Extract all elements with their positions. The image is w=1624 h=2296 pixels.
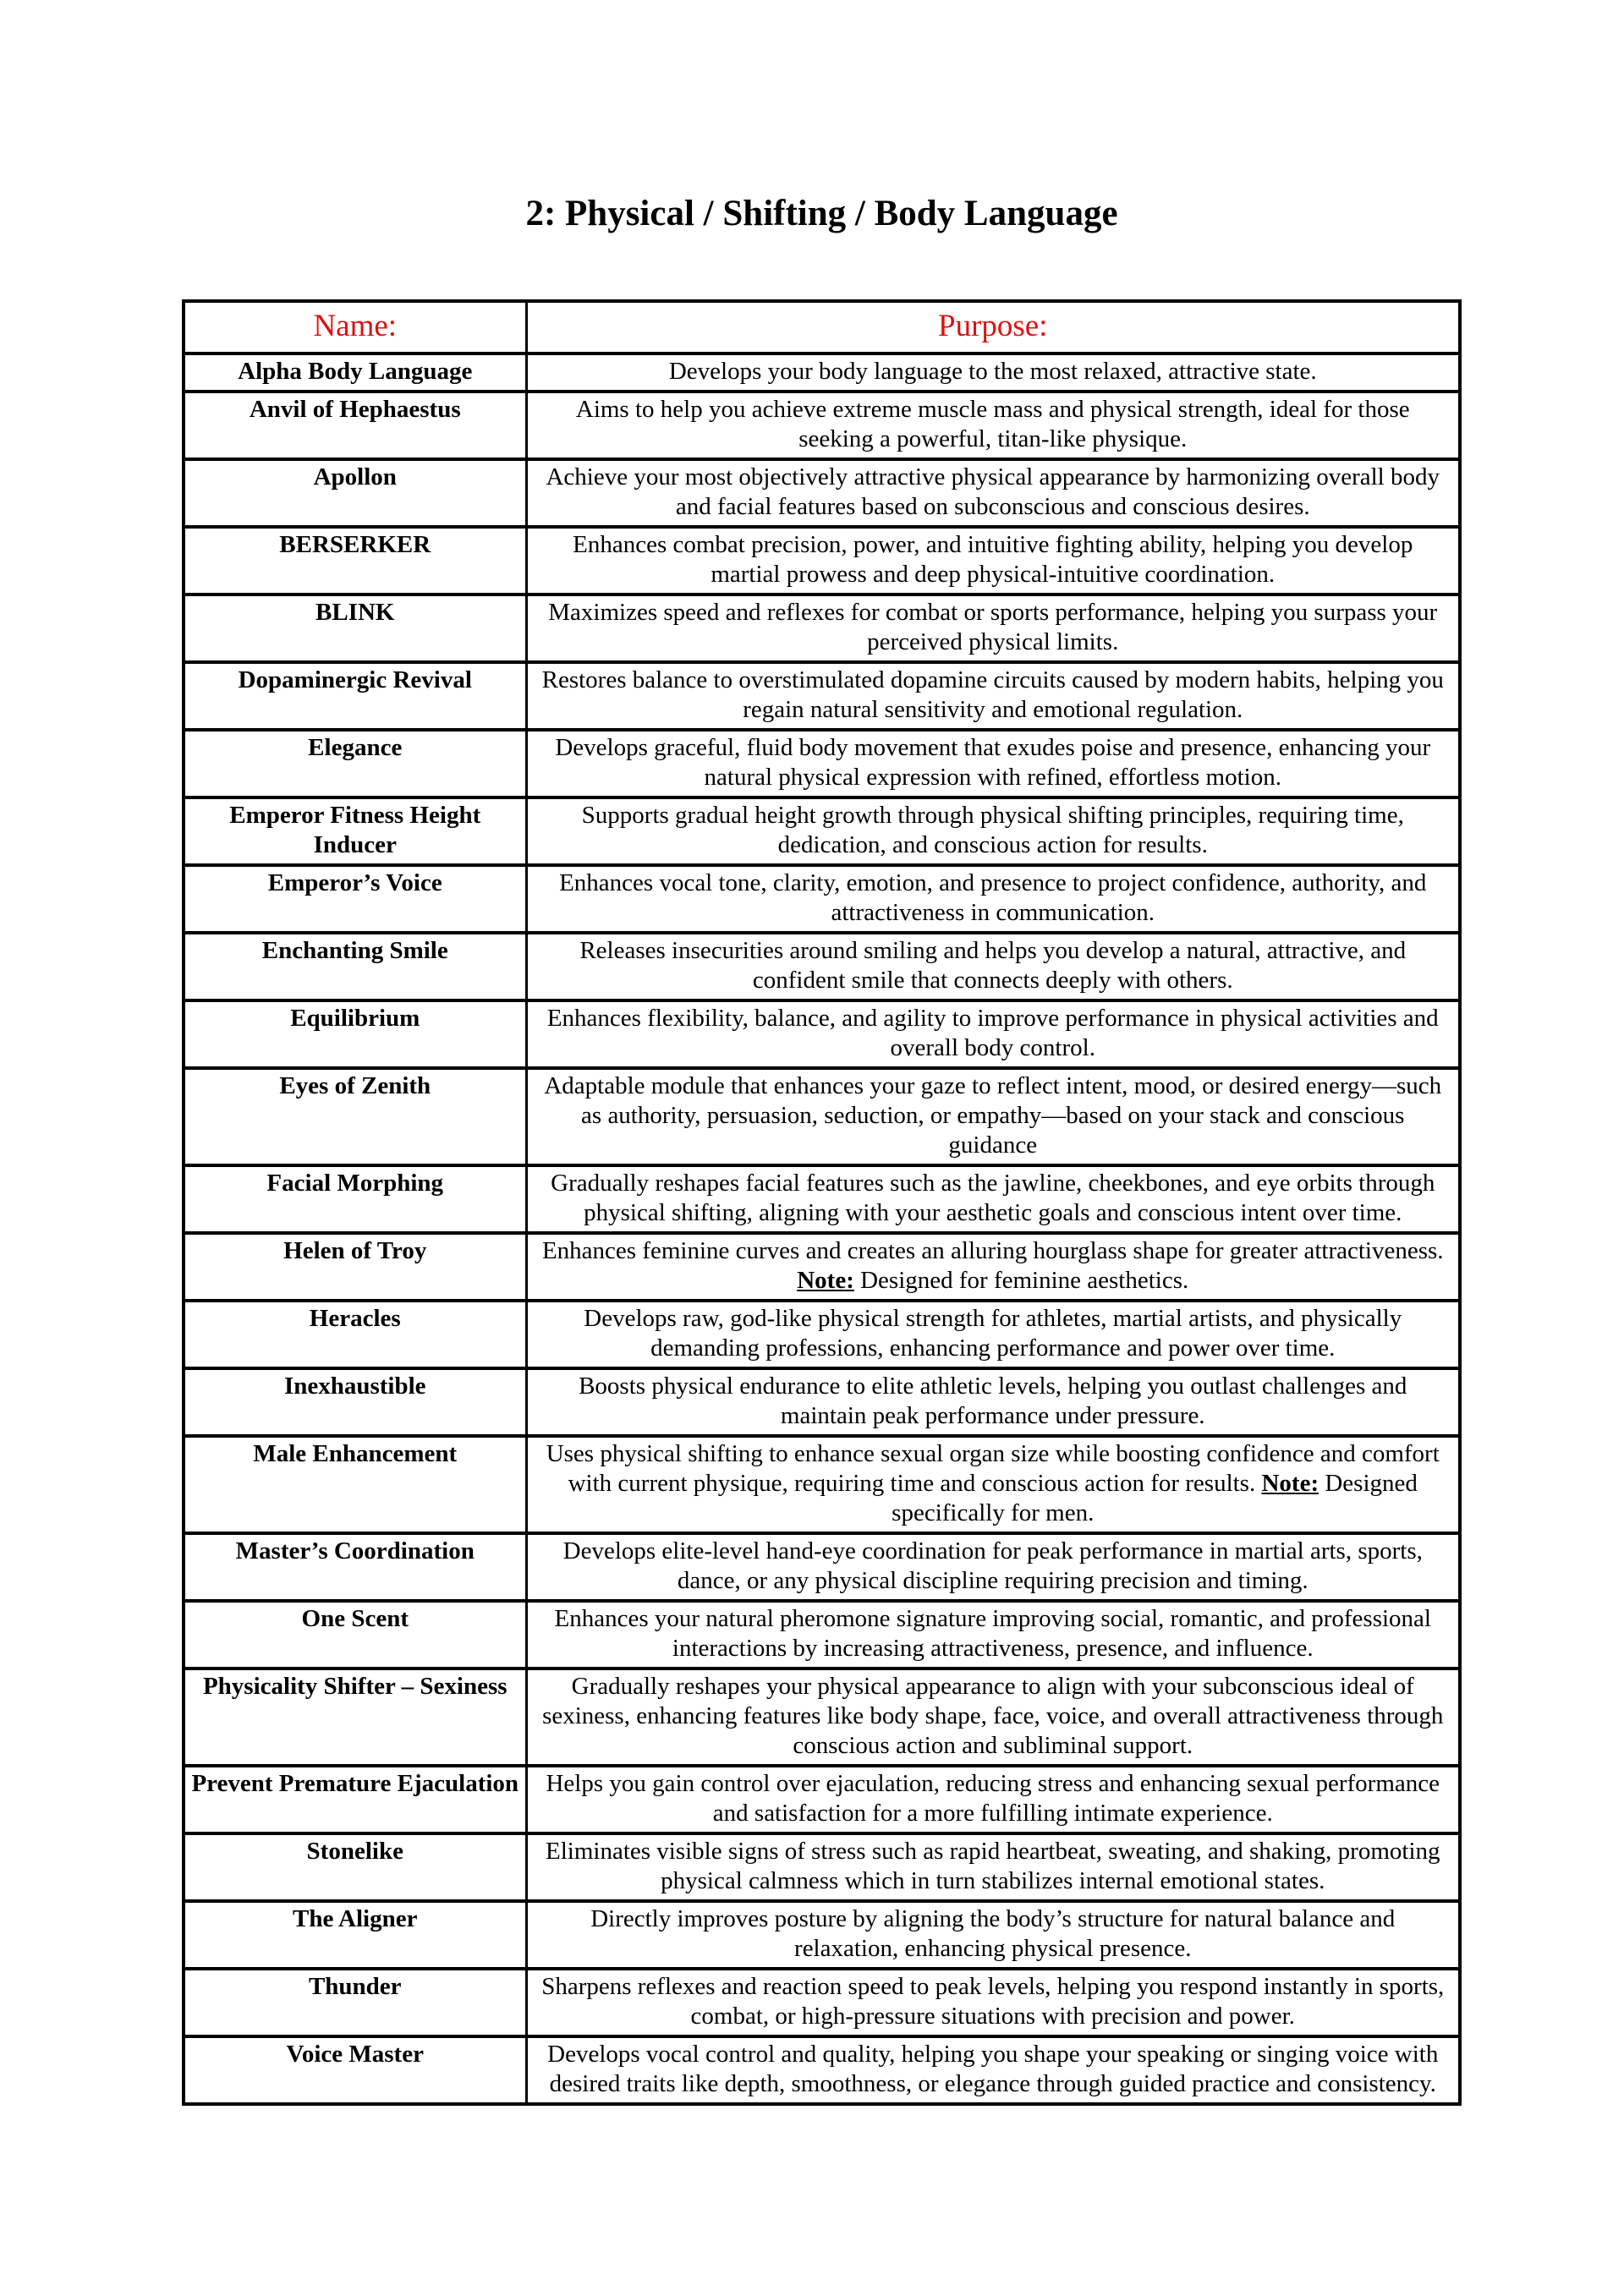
purpose-text: Directly improves posture by aligning the body’s structure for natural balance and relaxation, enhancing physical presence. <box>590 1905 1396 1962</box>
module-name-cell: Facial Morphing <box>184 1165 526 1233</box>
module-name-cell: BERSERKER <box>184 527 526 595</box>
module-purpose-cell <box>526 1969 1460 2036</box>
module-purpose-cell <box>526 595 1460 662</box>
purpose-text: Sharpens reflexes and reaction speed to peak levels, helping you respond instantly in sports, combat, or high-pressure situations with precision and power. <box>541 1973 1445 2030</box>
purpose-text: Boosts physical endurance to elite athletic levels, helping you outlast challenges and maintain peak performance under pressure. <box>579 1373 1407 1429</box>
purpose-text: Develops your body language to the most relaxed, attractive state. <box>668 358 1317 385</box>
module-purpose-cell <box>526 1068 1460 1165</box>
module-name-cell: Inexhaustible <box>184 1368 526 1436</box>
purpose-text: Achieve your most objectively attractive physical appearance by harmonizing overall body and facial features based on subconscious and conscious desires. <box>546 463 1440 520</box>
purpose-text: Develops vocal control and quality, helping you shape your speaking or singing voice with desired traits like depth, smoothness, or elegance through guided practice and consistency. <box>547 2041 1439 2097</box>
module-name-cell: Elegance <box>184 730 526 797</box>
note-label: Note: <box>1261 1470 1320 1497</box>
purpose-text: Designed for feminine aesthetics. <box>853 1267 1189 1294</box>
table-row <box>184 353 1460 392</box>
purpose-text: Enhances feminine curves and creates an alluring hourglass shape for greater attractiveness. <box>541 1237 1444 1264</box>
module-purpose-cell <box>526 1368 1460 1436</box>
purpose-text: Develops elite-level hand-eye coordination for peak performance in martial arts, sports, dance, or any physical discipline requiring precision and timing. <box>562 1537 1423 1594</box>
purpose-text: Uses physical shifting to enhance sexual organ size while boosting confidence and comfort with current physique, requiring time and conscious action for results. <box>546 1440 1440 1497</box>
module-name-cell: Master’s Coordination <box>184 1533 526 1601</box>
table-row <box>184 1601 1460 1669</box>
table-row <box>184 1669 1460 1766</box>
table-row <box>184 2036 1460 2104</box>
page-title: 2: Physical / Shifting / Body Language <box>525 194 1118 233</box>
note-label: Note: <box>797 1267 854 1294</box>
module-name-cell: Equilibrium <box>184 1000 526 1068</box>
purpose-text: Designed specifically for men. <box>892 1470 1418 1526</box>
module-name-cell: Prevent Premature Ejaculation <box>184 1766 526 1833</box>
table-header-row <box>184 301 1460 353</box>
module-purpose-cell <box>526 353 1460 392</box>
module-name-cell: Heracles <box>184 1301 526 1368</box>
module-purpose-cell <box>526 1000 1460 1068</box>
module-purpose-cell <box>526 797 1460 865</box>
module-purpose-cell <box>526 1901 1460 1969</box>
purpose-text: Enhances your natural pheromone signature improving social, romantic, and professional interactions by increasing attractiveness, presence, and influence. <box>554 1605 1431 1662</box>
module-name-cell: Stonelike <box>184 1833 526 1901</box>
purpose-text: Enhances flexibility, balance, and agility to improve performance in physical activities and overall body control. <box>546 1005 1439 1061</box>
module-purpose-cell <box>526 1669 1460 1766</box>
module-name-cell: Male Enhancement <box>184 1436 526 1533</box>
module-name-cell: Alpha Body Language <box>184 353 526 392</box>
table-row <box>184 1533 1460 1601</box>
purpose-text: Enhances combat precision, power, and intuitive fighting ability, helping you develop martial prowess and deep physical-intuitive coordination. <box>573 531 1413 588</box>
table-row <box>184 933 1460 1000</box>
module-purpose-cell <box>526 1436 1460 1533</box>
module-purpose-cell <box>526 1301 1460 1368</box>
table-row <box>184 595 1460 662</box>
purpose-text: Releases insecurities around smiling and helps you develop a natural, attractive, and confident smile that connects deeply with others. <box>579 937 1407 994</box>
modules-table <box>182 299 1462 2106</box>
module-name-cell: Emperor’s Voice <box>184 865 526 933</box>
module-purpose-cell <box>526 1233 1460 1301</box>
module-name-cell: Dopaminergic Revival <box>184 662 526 730</box>
table-row <box>184 1165 1460 1233</box>
module-name-cell: One Scent <box>184 1601 526 1669</box>
table-row <box>184 1766 1460 1833</box>
module-purpose-cell <box>526 459 1460 527</box>
module-name-cell: Thunder <box>184 1969 526 2036</box>
table-row <box>184 392 1460 459</box>
purpose-text: Aims to help you achieve extreme muscle mass and physical strength, ideal for those seeking a powerful, titan-like physique. <box>575 396 1410 452</box>
module-purpose-cell <box>526 1601 1460 1669</box>
module-purpose-cell <box>526 392 1460 459</box>
purpose-text: Adaptable module that enhances your gaze to reflect intent, mood, or desired energy—such as authority, persuasion, seduction, or empathy—based on your stack and conscious guidance <box>544 1072 1442 1159</box>
module-purpose-cell <box>526 730 1460 797</box>
purpose-text: Restores balance to overstimulated dopamine circuits caused by modern habits, helping you regain natural sensitivity and emotional regulation. <box>541 666 1444 723</box>
table-row <box>184 1901 1460 1969</box>
module-name-cell: Helen of Troy <box>184 1233 526 1301</box>
table-row <box>184 459 1460 527</box>
purpose-column-header: Purpose: <box>526 301 1460 353</box>
module-name-cell: Enchanting Smile <box>184 933 526 1000</box>
module-purpose-cell <box>526 1766 1460 1833</box>
module-name-cell: The Aligner <box>184 1901 526 1969</box>
module-purpose-cell <box>526 865 1460 933</box>
module-purpose-cell <box>526 2036 1460 2104</box>
purpose-text: Develops graceful, fluid body movement that exudes poise and presence, enhancing your natural physical expression with refined, effortless motion. <box>555 734 1431 791</box>
table-row <box>184 1436 1460 1533</box>
purpose-text: Gradually reshapes your physical appearance to align with your subconscious ideal of sexiness, enhancing features like body shape, face, voice, and overall attractiveness through conscious action and subliminal support. <box>542 1673 1444 1759</box>
module-purpose-cell <box>526 1833 1460 1901</box>
purpose-text: Gradually reshapes facial features such as the jawline, cheekbones, and eye orbits through physical shifting, aligning with your aesthetic goals and conscious intent over time. <box>551 1170 1435 1226</box>
module-name-cell: BLINK <box>184 595 526 662</box>
table-row <box>184 1969 1460 2036</box>
module-purpose-cell <box>526 1165 1460 1233</box>
table-row <box>184 1368 1460 1436</box>
module-name-cell: Eyes of Zenith <box>184 1068 526 1165</box>
purpose-text: Supports gradual height growth through physical shifting principles, requiring time, dedication, and conscious action for results. <box>581 802 1404 858</box>
module-purpose-cell <box>526 1533 1460 1601</box>
table-row <box>184 1233 1460 1301</box>
table-row <box>184 730 1460 797</box>
purpose-text: Eliminates visible signs of stress such as rapid heartbeat, sweating, and shaking, promoting physical calmness which in turn stabilizes internal emotional states. <box>546 1838 1440 1894</box>
module-purpose-cell <box>526 662 1460 730</box>
table-row <box>184 662 1460 730</box>
module-name-cell: Physicality Shifter – Sexiness <box>184 1669 526 1766</box>
table-row <box>184 1068 1460 1165</box>
module-name-cell: Apollon <box>184 459 526 527</box>
module-purpose-cell <box>526 933 1460 1000</box>
purpose-text: Maximizes speed and reflexes for combat or sports performance, helping you surpass your perceived physical limits. <box>548 599 1438 655</box>
purpose-text: Helps you gain control over ejaculation, reducing stress and enhancing sexual performance and satisfaction for a more fulfilling intimate experience. <box>546 1770 1440 1827</box>
table-row <box>184 797 1460 865</box>
name-column-header: Name: <box>184 301 526 353</box>
module-name-cell: Voice Master <box>184 2036 526 2104</box>
modules-tbody <box>184 353 1460 2104</box>
purpose-text: Enhances vocal tone, clarity, emotion, and presence to project confidence, authority, and attractiveness in communication. <box>559 869 1427 926</box>
module-name-cell: Anvil of Hephaestus <box>184 392 526 459</box>
purpose-text: Develops raw, god-like physical strength for athletes, martial artists, and physically demanding professions, enhancing performance and power over time. <box>584 1305 1402 1362</box>
table-row <box>184 1301 1460 1368</box>
table-row <box>184 1000 1460 1068</box>
table-row <box>184 1833 1460 1901</box>
table-row <box>184 527 1460 595</box>
module-name-cell: Emperor Fitness Height Inducer <box>184 797 526 865</box>
table-row <box>184 865 1460 933</box>
module-purpose-cell <box>526 527 1460 595</box>
